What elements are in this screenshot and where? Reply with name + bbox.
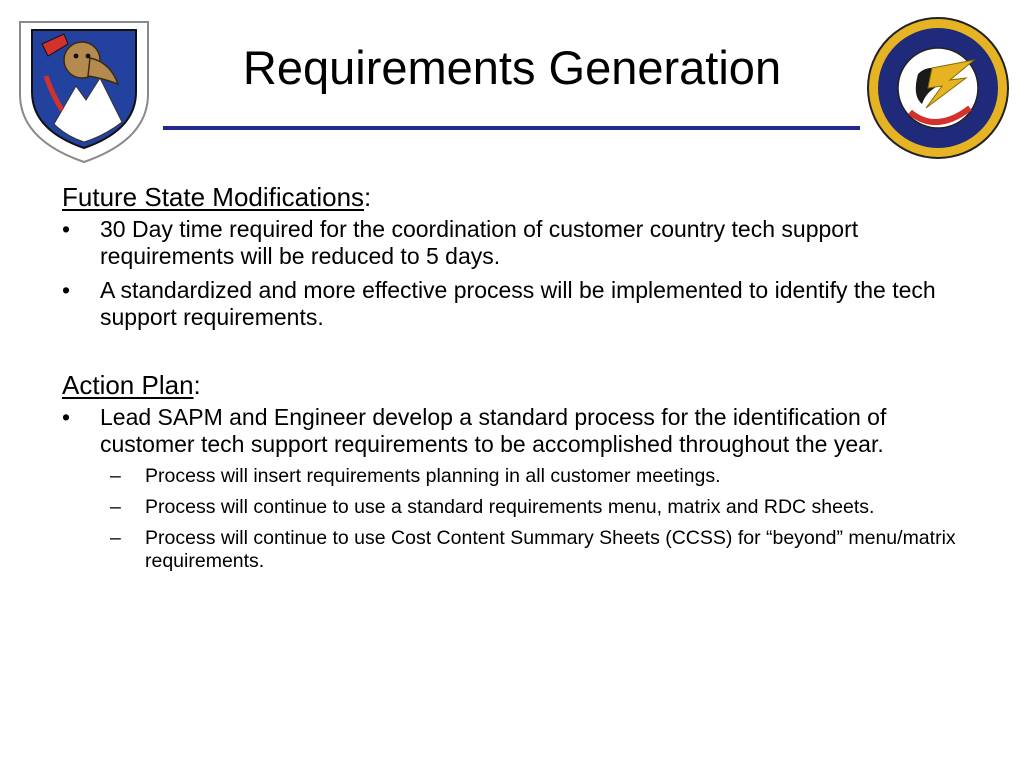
sub-bullet-item xyxy=(62,465,962,488)
sub-bullet-marker: – xyxy=(110,496,121,518)
section-heading-colon: : xyxy=(364,182,372,212)
section-heading-text: Future State Modifications xyxy=(62,182,365,212)
sub-bullet-marker: – xyxy=(110,527,121,549)
sub-bullet-item xyxy=(62,496,962,519)
bullet-marker: • xyxy=(62,277,71,303)
section-heading-colon: : xyxy=(193,370,201,400)
section-heading-text: Action Plan xyxy=(62,370,194,400)
sub-bullet-item xyxy=(62,527,962,573)
section-heading-future-state xyxy=(62,180,962,214)
bullet-text: Lead SAPM and Engineer develop a standard process for the identification of customer tech support requirements to be accomplished throughout the year. xyxy=(100,404,887,457)
bullet-item xyxy=(62,216,962,270)
sub-bullet-marker: – xyxy=(110,465,121,487)
page-title: Requirements Generation xyxy=(242,41,782,94)
bullet-marker: • xyxy=(62,404,71,430)
slide-body xyxy=(62,180,962,581)
sub-bullet-text: Process will continue to use Cost Content Summary Sheets (CCSS) for “beyond” menu/matrix requirements. xyxy=(145,527,956,572)
armament-systems-squadron-patch-icon xyxy=(866,16,1010,160)
section-heading-action-plan xyxy=(62,368,962,402)
bullet-text: A standardized and more effective process will be implemented to identify the tech support requirements. xyxy=(100,277,936,330)
bullet-marker: • xyxy=(62,216,71,242)
sub-bullet-text: Process will continue to use a standard requirements menu, matrix and RDC sheets. xyxy=(145,496,875,518)
bullet-item xyxy=(62,404,962,458)
title-underline-rule xyxy=(163,126,860,130)
bullet-text: 30 Day time required for the coordination of customer country tech support requirements will be reduced to 5 days. xyxy=(100,216,859,269)
bullet-item xyxy=(62,277,962,331)
sub-bullet-text: Process will insert requirements planning in all customer meetings. xyxy=(145,465,721,487)
